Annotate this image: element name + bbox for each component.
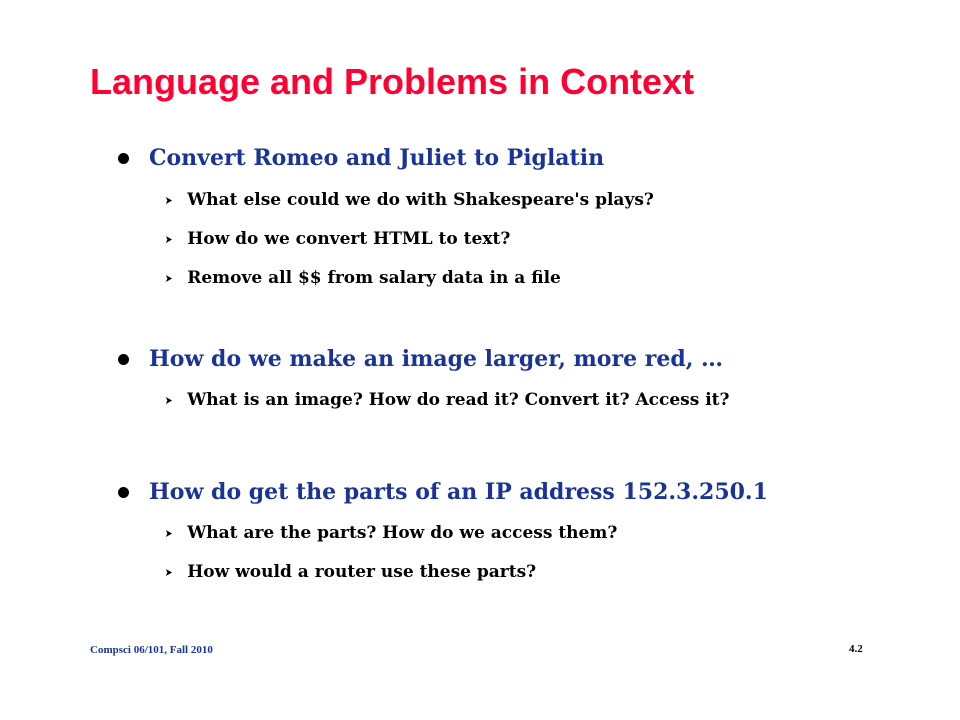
sub-bullet-item xyxy=(164,523,617,543)
sub-bullet-item xyxy=(164,268,561,288)
sub-bullet-text: How do we convert HTML to text? xyxy=(187,229,511,249)
sub-bullet-item xyxy=(164,390,730,410)
arrowhead-icon: ➤ xyxy=(164,526,173,540)
sub-bullet-text: What else could we do with Shakespeare's plays? xyxy=(187,190,654,210)
bullet-item xyxy=(118,346,723,372)
footer-course: Compsci 06/101, Fall 2010 xyxy=(90,644,213,656)
slide-number: 4.2 xyxy=(849,643,863,655)
arrowhead-icon: ➤ xyxy=(164,193,173,207)
bullet-text: Convert Romeo and Juliet to Piglatin xyxy=(149,145,605,171)
sub-bullet-item xyxy=(164,190,654,210)
bullet-text: How do get the parts of an IP address 152.3.250.1 xyxy=(149,479,768,505)
sub-bullet-text: Remove all $$ from salary data in a file xyxy=(187,268,561,288)
sub-bullet-item xyxy=(164,562,536,582)
bullet-text: How do we make an image larger, more red, … xyxy=(149,346,724,372)
arrowhead-icon: ➤ xyxy=(164,232,173,246)
bullet-item xyxy=(118,479,768,505)
sub-bullet-text: What are the parts? How do we access them? xyxy=(187,523,618,543)
bullet-dot-icon xyxy=(118,354,129,365)
bullet-dot-icon xyxy=(118,153,129,164)
slide-title: Language and Problems in Context xyxy=(90,61,695,102)
bullet-dot-icon xyxy=(118,487,129,498)
sub-bullet-text: How would a router use these parts? xyxy=(187,562,537,582)
arrowhead-icon: ➤ xyxy=(164,271,173,285)
arrowhead-icon: ➤ xyxy=(164,565,173,579)
bullet-item xyxy=(118,145,604,171)
sub-bullet-item xyxy=(164,229,510,249)
arrowhead-icon: ➤ xyxy=(164,393,173,407)
sub-bullet-text: What is an image? How do read it? Convert it? Access it? xyxy=(187,390,730,410)
